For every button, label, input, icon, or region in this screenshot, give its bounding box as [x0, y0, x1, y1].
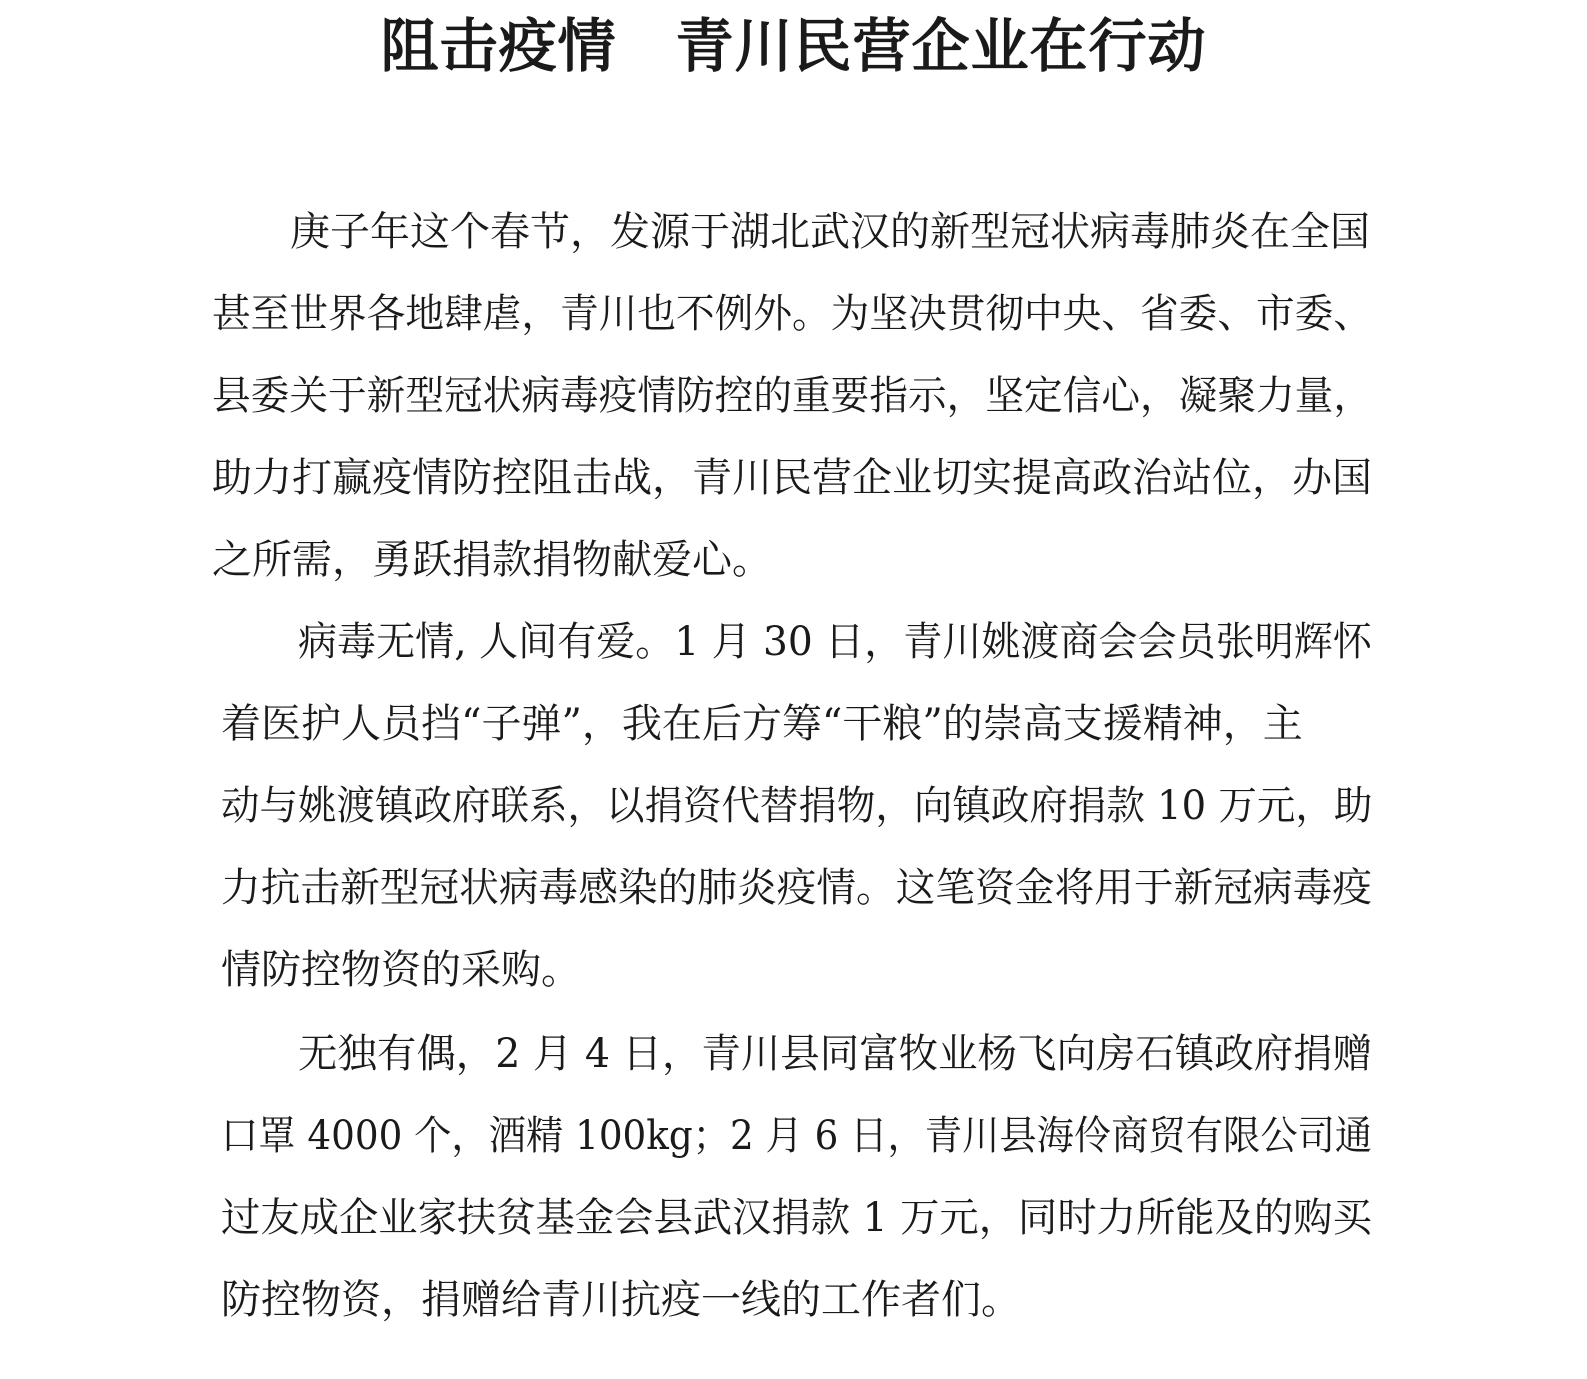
paragraph-line: 力抗击新型冠状病毒感染的肺炎疫情。这笔资金将用于新冠病毒疫 — [221, 865, 1372, 911]
paragraph-line: 病毒无情, 人间有爱。1 月 30 日，青川姚渡商会会员张明辉怀 — [298, 619, 1372, 665]
article-title: 阻击疫情 青川民营企业在行动 — [380, 12, 1207, 80]
paragraph-line: 之所需，勇跃捐款捐物献爱心。 — [212, 537, 772, 583]
paragraph-line: 庚子年这个春节，发源于湖北武汉的新型冠状病毒肺炎在全国 — [290, 209, 1370, 255]
paragraph-line: 情防控物资的采购。 — [221, 947, 581, 993]
paragraph-line: 过友成企业家扶贫基金会县武汉捐款 1 万元，同时力所能及的购买 — [221, 1195, 1372, 1241]
paragraph-line: 助力打赢疫情防控阻击战，青川民营企业切实提高政治站位，办国 — [212, 455, 1372, 501]
paragraph-line: 动与姚渡镇政府联系，以捐资代替捐物，向镇政府捐款 10 万元，助 — [221, 783, 1373, 829]
paragraph-line: 甚至世界各地肆虐，青川也不例外。为坚决贯彻中央、省委、市委、 — [212, 291, 1372, 337]
paragraph-line: 无独有偶，2 月 4 日，青川县同富牧业杨飞向房石镇政府捐赠 — [298, 1031, 1373, 1077]
paragraph-line: 着医护人员挡“子弹”，我在后方筹“干粮”的崇高支援精神，主 — [221, 701, 1303, 747]
paragraph-line: 县委关于新型冠状病毒疫情防控的重要指示，坚定信心，凝聚力量， — [212, 373, 1372, 419]
paragraph-line: 防控物资，捐赠给青川抗疫一线的工作者们。 — [221, 1277, 1021, 1323]
paragraph-line: 口罩 4000 个，酒精 100kg；2 月 6 日，青川县海伶商贸有限公司通 — [221, 1113, 1373, 1159]
